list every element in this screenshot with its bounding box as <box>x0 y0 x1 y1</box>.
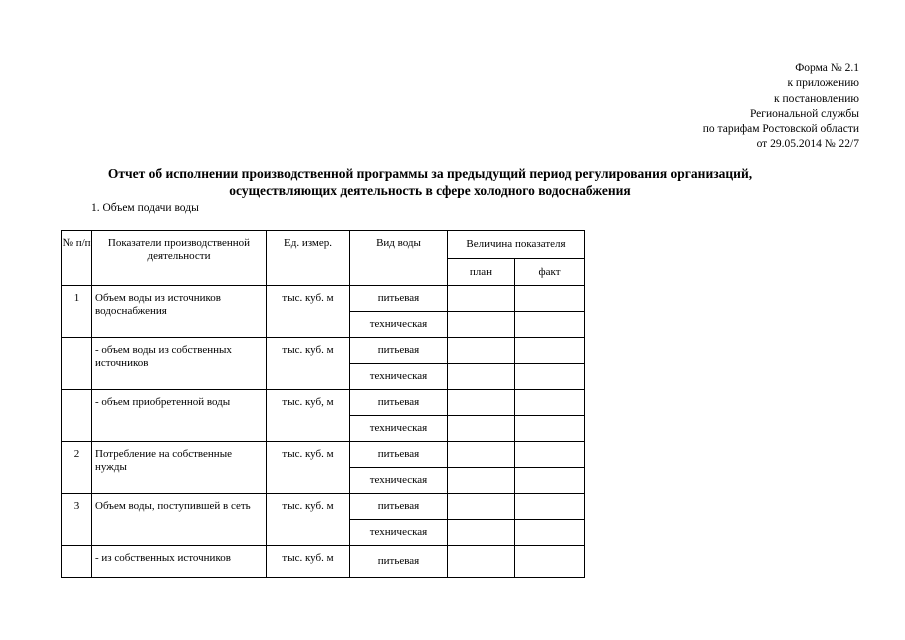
fact-value-cell[interactable] <box>515 494 585 520</box>
fact-value-cell[interactable] <box>515 338 585 364</box>
table-row <box>62 390 585 416</box>
plan-value-cell[interactable] <box>448 520 515 546</box>
row-number <box>62 546 92 578</box>
table-row <box>62 494 585 520</box>
unit-cell: тыс. куб. м <box>267 494 350 546</box>
plan-value-cell[interactable] <box>448 442 515 468</box>
water-type-cell: питьевая <box>350 494 448 520</box>
water-type-cell: питьевая <box>350 546 448 578</box>
header-plan: план <box>448 259 515 286</box>
fact-value-cell[interactable] <box>515 286 585 312</box>
plan-value-cell[interactable] <box>448 338 515 364</box>
fact-value-cell[interactable] <box>515 312 585 338</box>
form-ref-line: к постановлению <box>774 92 859 105</box>
plan-value-cell[interactable] <box>448 286 515 312</box>
fact-value-cell[interactable] <box>515 390 585 416</box>
plan-value-cell[interactable] <box>448 390 515 416</box>
report-title-line2: осуществляющих деятельность в сфере холодного водоснабжения <box>229 182 631 198</box>
header-unit: Ед. измер. <box>267 231 350 286</box>
indicator-name: - объем воды из собственных источников <box>92 338 267 390</box>
row-number <box>62 338 92 390</box>
form-ref-line: Региональной службы <box>749 107 859 120</box>
row-number: 3 <box>62 494 92 546</box>
form-ref-line: по тарифам Ростовской области <box>702 123 859 136</box>
report-title-line1: Отчет об исполнении производственной программы за предыдущий период регулирования организаций, <box>107 166 753 181</box>
water-type-cell: техническая <box>350 468 448 494</box>
header-indicators: Показатели производственной деятельности <box>92 231 267 286</box>
table-header-row <box>62 231 585 259</box>
fact-value-cell[interactable] <box>515 468 585 494</box>
row-number <box>62 390 92 442</box>
header-value: Величина показателя <box>448 231 585 259</box>
form-ref-line: от 29.05.2014 № 22/7 <box>756 138 859 151</box>
table-row <box>62 286 585 312</box>
indicator-name: Потребление на собственные нужды <box>92 442 267 494</box>
plan-value-cell[interactable] <box>448 416 515 442</box>
fact-value-cell[interactable] <box>515 520 585 546</box>
table-row <box>62 546 585 578</box>
header-num: № п/п <box>62 231 92 286</box>
unit-cell: тыс. куб. м <box>267 546 350 578</box>
row-number: 2 <box>62 442 92 494</box>
unit-cell: тыс. куб. м <box>267 286 350 338</box>
plan-value-cell[interactable] <box>448 546 515 578</box>
water-supply-table <box>61 230 585 578</box>
fact-value-cell[interactable] <box>515 416 585 442</box>
plan-value-cell[interactable] <box>448 364 515 390</box>
indicator-name: Объем воды из источников водоснабжения <box>92 286 267 338</box>
fact-value-cell[interactable] <box>515 442 585 468</box>
water-type-cell: питьевая <box>350 442 448 468</box>
plan-value-cell[interactable] <box>448 312 515 338</box>
unit-cell: тыс. куб. м <box>267 442 350 494</box>
table-row <box>62 442 585 468</box>
header-fact: факт <box>515 259 585 286</box>
water-type-cell: питьевая <box>350 390 448 416</box>
indicator-name: Объем воды, поступившей в сеть <box>92 494 267 546</box>
indicator-name: - объем приобретенной воды <box>92 390 267 442</box>
row-number: 1 <box>62 286 92 338</box>
form-reference <box>559 61 859 153</box>
form-ref-line: Форма № 2.1 <box>795 62 859 74</box>
unit-cell: тыс. куб, м <box>267 390 350 442</box>
form-ref-line: к приложению <box>787 77 859 90</box>
unit-cell: тыс. куб. м <box>267 338 350 390</box>
report-title <box>40 166 820 199</box>
table-row <box>62 338 585 364</box>
water-type-cell: питьевая <box>350 338 448 364</box>
water-type-cell: техническая <box>350 416 448 442</box>
fact-value-cell[interactable] <box>515 364 585 390</box>
water-type-cell: техническая <box>350 520 448 546</box>
indicator-name: - из собственных источников <box>92 546 267 578</box>
water-type-cell: техническая <box>350 364 448 390</box>
section-label: 1. Объем подачи воды <box>91 202 199 214</box>
plan-value-cell[interactable] <box>448 468 515 494</box>
water-type-cell: техническая <box>350 312 448 338</box>
plan-value-cell[interactable] <box>448 494 515 520</box>
header-water-type: Вид воды <box>350 231 448 286</box>
water-type-cell: питьевая <box>350 286 448 312</box>
fact-value-cell[interactable] <box>515 546 585 578</box>
